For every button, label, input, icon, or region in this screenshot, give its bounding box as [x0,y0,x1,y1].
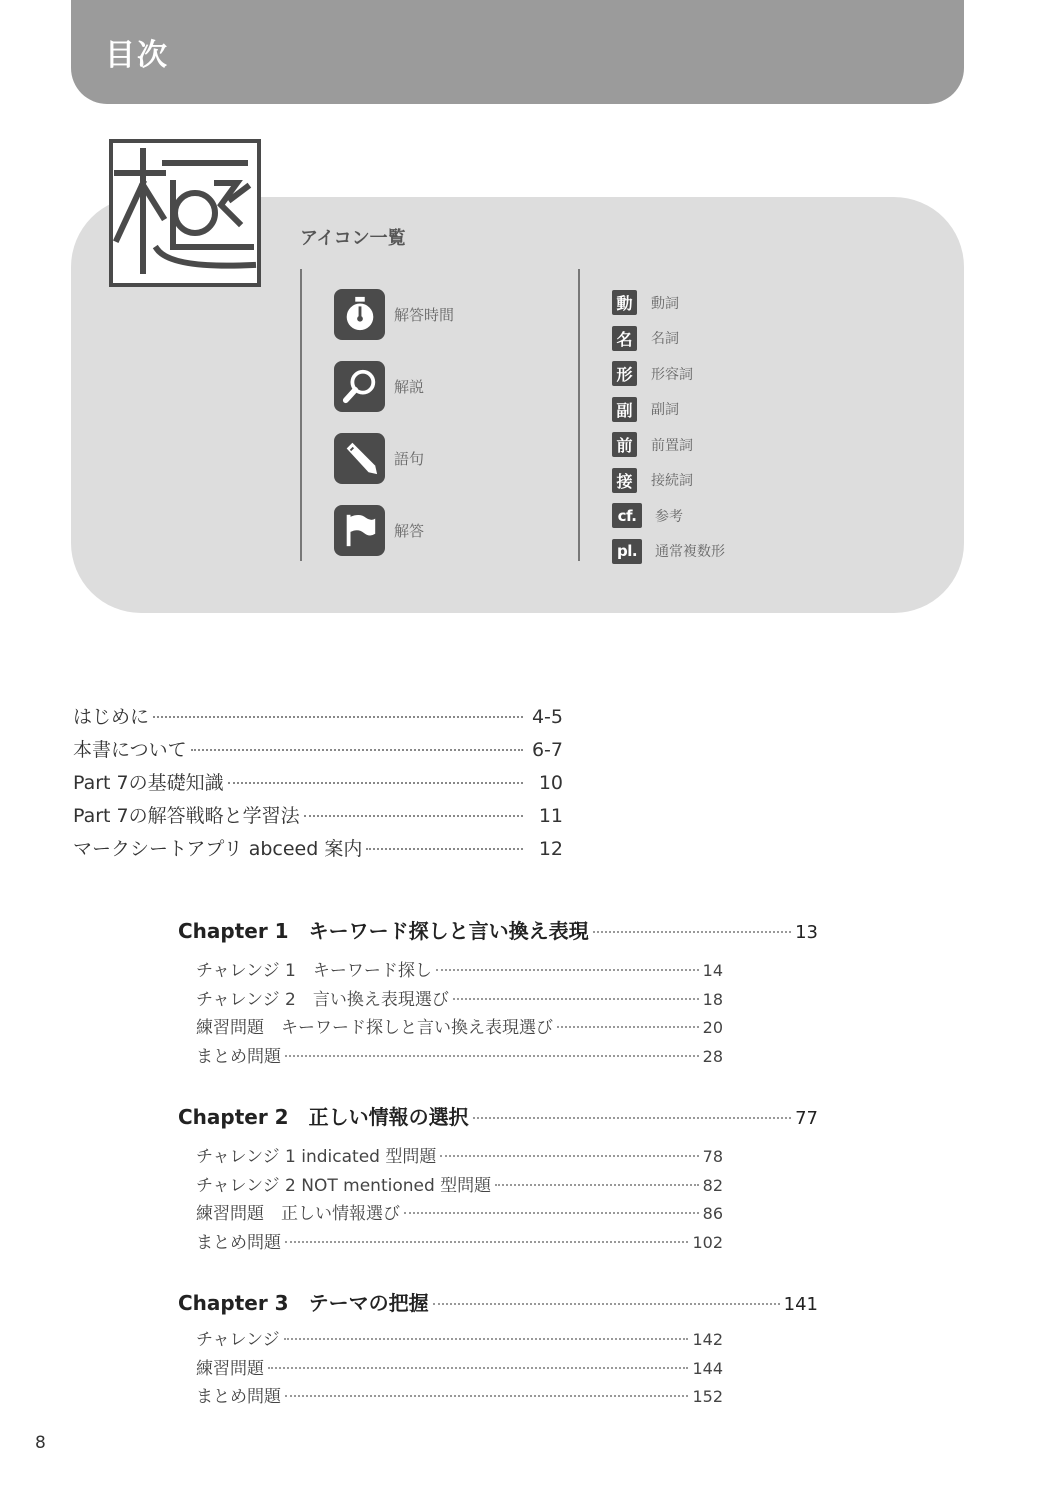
stopwatch-icon [334,289,385,340]
pos-legend-item [612,356,725,392]
sub-entry-title: まとめ問題 [196,1046,281,1067]
sub-entry-title: チャレンジ 1 キーワード探し [196,961,432,981]
dot-leader [593,931,791,933]
pos-badge-verb: 動 [612,290,637,315]
toc-sub-entry[interactable] [196,956,723,985]
dot-leader [153,716,523,718]
sub-entry-title: 練習問題 キーワード探しと言い換え表現選び [196,1018,553,1039]
sub-entry-title: 練習問題 正しい情報選び [196,1204,400,1225]
sub-entry-title: 練習問題 [196,1358,264,1379]
toc-sub-entry[interactable] [196,985,723,1014]
toc-entry-page: 4-5 [531,706,563,728]
sub-entry-page: 14 [702,961,723,980]
pos-label: 前置詞 [651,437,693,454]
pos-badge-noun: 名 [612,326,637,351]
sub-entry-title: チャレンジ 2 言い換え表現選び [196,989,449,1010]
toc-entry[interactable] [73,768,563,801]
pos-legend-item [612,534,725,570]
dot-leader [453,998,699,1000]
dot-leader [473,1117,791,1119]
chapter-page: 13 [795,922,818,943]
sub-entry-title: チャレンジ 2 NOT mentioned 型問題 [196,1175,492,1196]
pos-legend-item [612,392,725,428]
pos-badge-conjunction: 接 [612,468,637,493]
pos-badge-adverb: 副 [612,397,637,422]
sub-entry-page: 152 [692,1387,723,1407]
chapter-title: Chapter 3 テーマの把握 [178,1291,429,1315]
pos-label: 通常複数形 [655,544,725,561]
sub-entry-title: チャレンジ [196,1330,280,1350]
sub-entry-title: チャレンジ 1 indicated 型問題 [196,1147,437,1167]
pos-legend-item [612,285,725,321]
dot-leader [268,1367,688,1369]
dot-leader [557,1026,699,1028]
sub-entry-page: 18 [702,989,723,1009]
magnifier-icon [334,361,385,412]
pos-legend-item [612,427,725,463]
dot-leader [285,1055,699,1057]
toc-entry[interactable] [73,801,563,834]
toc-entry-page: 10 [538,772,563,794]
sub-entry-page: 78 [702,1147,723,1166]
sub-entry-page: 82 [702,1175,723,1195]
sub-entry-page: 86 [702,1204,723,1224]
toc-entry-title: はじめに [73,706,150,728]
chapter-heading[interactable] [178,1101,818,1133]
toc-entry[interactable] [73,735,563,768]
pos-label: 副詞 [651,402,679,419]
header-band [71,0,964,104]
pos-badge-adjective: 形 [612,361,637,386]
chapter-item-list [196,956,723,1070]
dot-leader [228,782,523,784]
dot-leader [404,1212,699,1214]
pos-legend-item [612,463,725,499]
divider-right [578,269,580,561]
toc-sub-entry[interactable] [196,1013,723,1042]
icon-legend-label: 解説 [394,377,425,396]
toc-sub-entry[interactable] [196,1042,723,1071]
dot-leader [436,969,699,971]
pos-badge-pl: pl. [612,539,642,564]
icon-list [334,288,454,576]
dot-leader [284,1338,689,1340]
icon-legend-item [334,432,454,484]
parts-of-speech-list [612,285,725,569]
sub-entry-page: 20 [702,1018,723,1038]
chapter-page: 141 [783,1294,818,1315]
sub-entry-page: 142 [692,1330,723,1349]
kiwami-logo [109,139,261,287]
dot-leader [285,1241,688,1243]
pos-label: 接続詞 [651,473,693,490]
dot-leader [433,1303,780,1305]
toc-entry-page: 11 [538,805,563,827]
dot-leader [285,1395,688,1397]
pos-legend-item [612,321,725,357]
sub-entry-page: 102 [692,1232,723,1252]
toc-entry[interactable] [73,702,563,735]
toc-entry-title: Part 7の解答戦略と学習法 [73,805,300,827]
toc-entry[interactable] [73,834,563,867]
icon-legend-heading: アイコン一覧 [300,228,406,249]
pencil-icon [334,433,385,484]
dot-leader [304,815,523,817]
sub-entry-title: まとめ問題 [196,1232,281,1253]
pos-badge-preposition: 前 [612,432,637,457]
toc-entry-page: 12 [538,838,563,860]
icon-legend-item [334,288,454,340]
chapter-item-list [196,1142,723,1256]
toc-sub-entry[interactable] [196,1171,723,1200]
pos-badge-cf: cf. [612,503,642,528]
toc-sub-entry[interactable] [196,1142,723,1171]
toc-intro-list [73,702,563,867]
sub-entry-page: 144 [692,1358,723,1378]
pos-label: 動詞 [651,295,679,312]
chapter-page: 77 [795,1108,818,1129]
chapter-item-list [196,1325,723,1411]
toc-entry-title: マークシートアプリ abceed 案内 [73,838,363,860]
kiwami-logo-icon [113,143,257,283]
dot-leader [366,848,523,850]
toc-sub-entry[interactable] [196,1382,723,1411]
toc-sub-entry[interactable] [196,1325,723,1354]
icon-legend-item [334,504,454,556]
pos-label: 名詞 [651,331,679,348]
pos-label: 参考 [655,508,683,525]
sub-entry-page: 28 [702,1046,723,1066]
pos-legend-item [612,498,725,534]
chapter-heading[interactable] [178,1287,818,1319]
page-number: 8 [35,1433,46,1453]
toc-entry-title: 本書について [73,739,187,761]
chapter-3-section [178,1287,818,1411]
dot-leader [495,1184,698,1186]
icon-legend-label: 語句 [394,449,425,468]
toc-sub-entry[interactable] [196,1199,723,1228]
dot-leader [191,749,523,751]
dot-leader [440,1155,698,1157]
chapter-title: Chapter 2 正しい情報の選択 [178,1105,469,1129]
pos-label: 形容詞 [651,366,693,383]
icon-legend-label: 解答 [394,521,425,540]
chapter-title: Chapter 1 キーワード探しと言い換え表現 [178,919,589,943]
divider-left [300,269,302,561]
icon-legend-item [334,360,454,412]
toc-entry-page: 6-7 [531,739,563,761]
chapter-2-section [178,1101,818,1256]
toc-entry-title: Part 7の基礎知識 [73,772,224,794]
toc-sub-entry[interactable] [196,1228,723,1257]
toc-sub-entry[interactable] [196,1354,723,1383]
chapter-1-section [178,915,818,1070]
chapter-heading[interactable] [178,915,818,947]
sub-entry-title: まとめ問題 [196,1387,281,1408]
page-title: 目次 [105,38,169,73]
icon-legend-label: 解答時間 [394,305,455,324]
flag-icon [334,505,385,556]
